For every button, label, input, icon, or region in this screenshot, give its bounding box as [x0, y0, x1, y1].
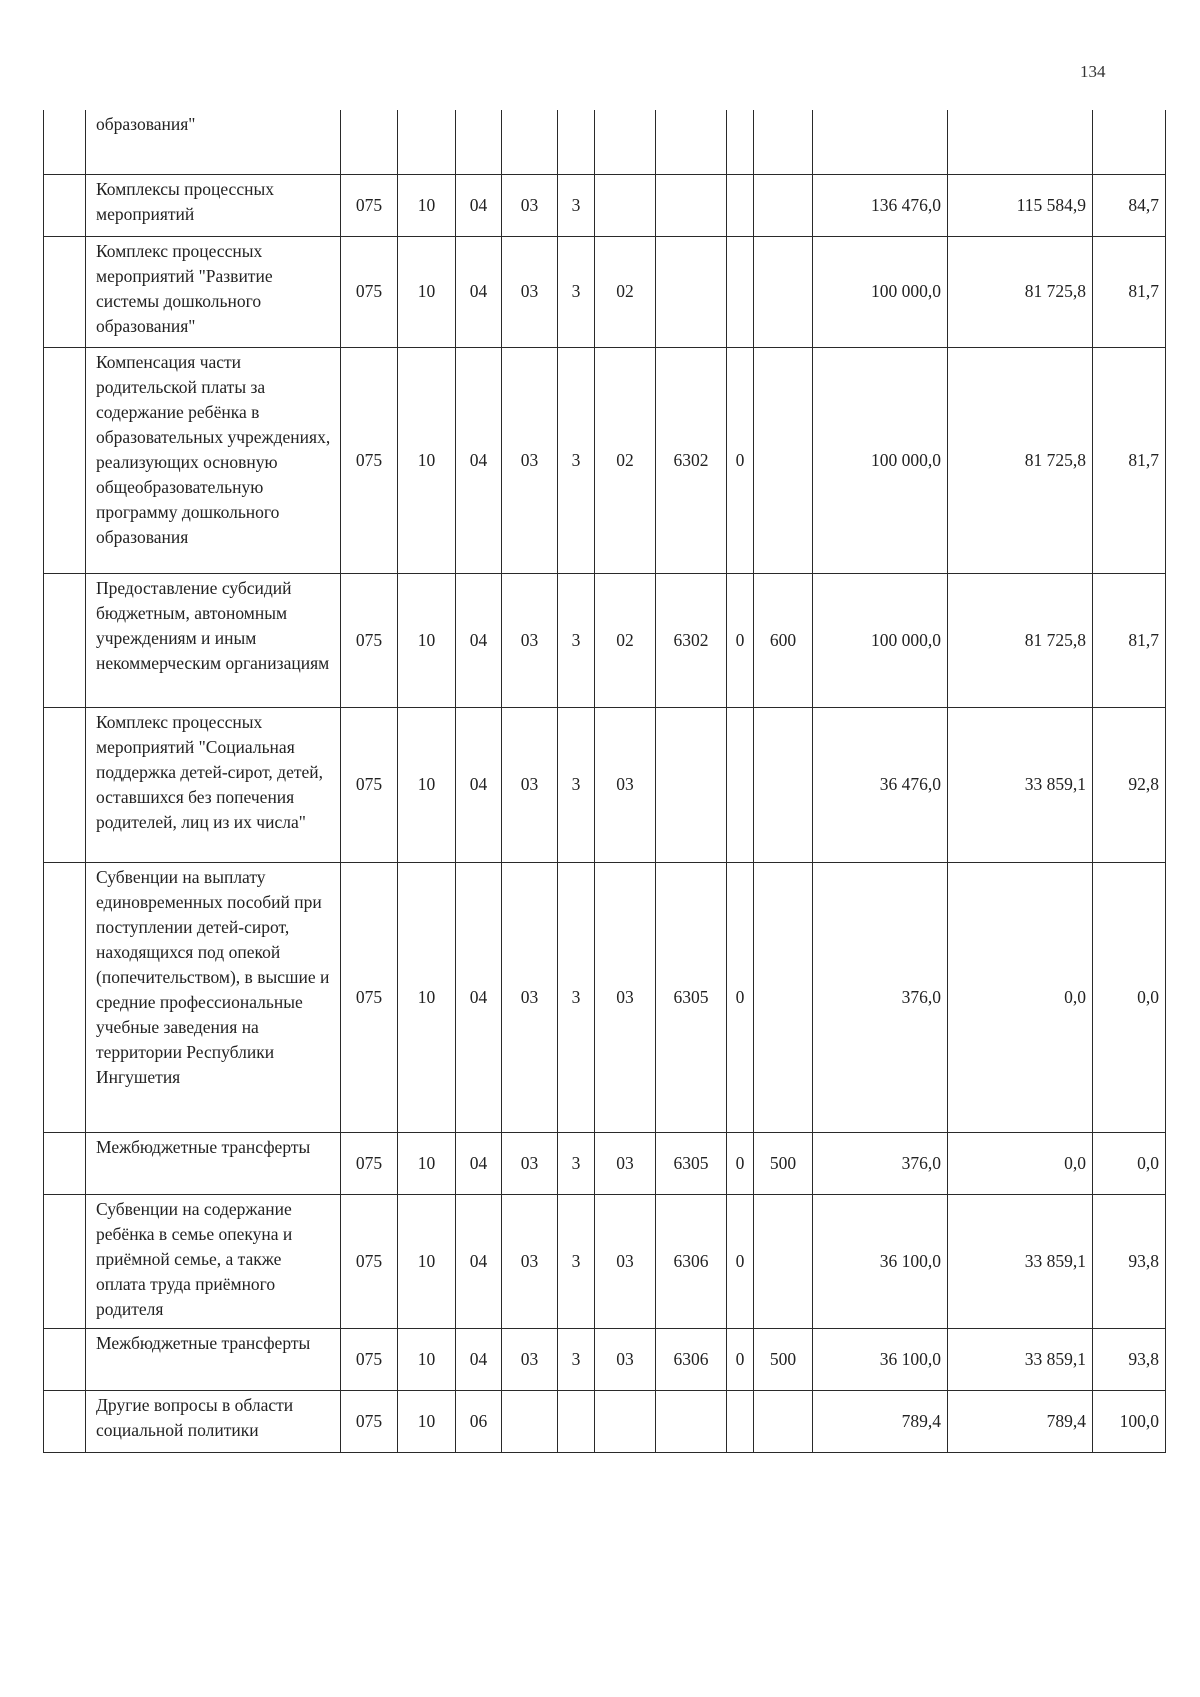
execution-percent-cell: 0,0 [1093, 862, 1166, 1132]
planned-amount-cell: 36 100,0 [813, 1328, 948, 1390]
subsection-cell: 04 [456, 1132, 502, 1194]
execution-percent-cell: 100,0 [1093, 1390, 1166, 1452]
program-code-cell: 03 [502, 573, 558, 707]
item-name-cell: Субвенции на выплату единовременных пособий при поступлении детей-сирот, находящихся под опекой (попечительством), в высшие и средние профессиональные учебные заведения на территории Республики Ингушетия [86, 862, 341, 1132]
program-complex-cell: 03 [595, 1194, 656, 1328]
executed-amount-cell: 0,0 [948, 862, 1093, 1132]
direction-sub-cell [727, 110, 754, 174]
direction-sub-cell [727, 174, 754, 236]
item-name-cell: Комплекс процессных мероприятий "Развитие системы дошкольного образования" [86, 236, 341, 347]
executed-amount-cell: 81 725,8 [948, 347, 1093, 573]
table-row [44, 347, 1166, 573]
section-cell: 10 [398, 573, 456, 707]
direction-sub-cell [727, 707, 754, 862]
direction-sub-cell [727, 236, 754, 347]
planned-amount-cell: 100 000,0 [813, 236, 948, 347]
admin-code-cell: 075 [341, 1328, 398, 1390]
program-code-cell: 03 [502, 862, 558, 1132]
row-number-cell [44, 1194, 86, 1328]
program-type-cell: 3 [558, 174, 595, 236]
expense-type-cell: 500 [754, 1132, 813, 1194]
program-type-cell: 3 [558, 1132, 595, 1194]
admin-code-cell: 075 [341, 1132, 398, 1194]
expense-type-cell [754, 110, 813, 174]
planned-amount-cell: 789,4 [813, 1390, 948, 1452]
executed-amount-cell [948, 110, 1093, 174]
section-cell: 10 [398, 1328, 456, 1390]
planned-amount-cell: 36 476,0 [813, 707, 948, 862]
direction-code-cell [656, 174, 727, 236]
executed-amount-cell: 0,0 [948, 1132, 1093, 1194]
item-name-cell: Другие вопросы в области социальной политики [86, 1390, 341, 1452]
item-name-cell: Комплексы процессных мероприятий [86, 174, 341, 236]
program-complex-cell [595, 174, 656, 236]
row-number-cell [44, 707, 86, 862]
section-cell: 10 [398, 347, 456, 573]
section-cell: 10 [398, 236, 456, 347]
planned-amount-cell: 100 000,0 [813, 347, 948, 573]
planned-amount-cell: 100 000,0 [813, 573, 948, 707]
direction-code-cell [656, 110, 727, 174]
executed-amount-cell: 33 859,1 [948, 1194, 1093, 1328]
execution-percent-cell [1093, 110, 1166, 174]
row-number-cell [44, 347, 86, 573]
program-type-cell: 3 [558, 707, 595, 862]
program-code-cell: 03 [502, 707, 558, 862]
table-row [44, 862, 1166, 1132]
item-name-cell: образования" [86, 110, 341, 174]
section-cell: 10 [398, 174, 456, 236]
expense-type-cell: 500 [754, 1328, 813, 1390]
program-complex-cell: 03 [595, 707, 656, 862]
program-code-cell: 03 [502, 174, 558, 236]
table-row [44, 1390, 1166, 1452]
direction-code-cell: 6305 [656, 862, 727, 1132]
expense-type-cell [754, 347, 813, 573]
program-type-cell: 3 [558, 1194, 595, 1328]
section-cell: 10 [398, 707, 456, 862]
direction-code-cell [656, 236, 727, 347]
admin-code-cell: 075 [341, 236, 398, 347]
subsection-cell: 04 [456, 573, 502, 707]
program-complex-cell: 03 [595, 1132, 656, 1194]
direction-code-cell: 6302 [656, 573, 727, 707]
admin-code-cell: 075 [341, 174, 398, 236]
direction-code-cell: 6306 [656, 1328, 727, 1390]
subsection-cell: 04 [456, 174, 502, 236]
section-cell: 10 [398, 1390, 456, 1452]
admin-code-cell: 075 [341, 862, 398, 1132]
program-code-cell: 03 [502, 347, 558, 573]
program-code-cell: 03 [502, 1132, 558, 1194]
row-number-cell [44, 1390, 86, 1452]
program-complex-cell: 02 [595, 573, 656, 707]
direction-sub-cell: 0 [727, 1194, 754, 1328]
subsection-cell: 04 [456, 1194, 502, 1328]
program-code-cell: 03 [502, 1194, 558, 1328]
admin-code-cell: 075 [341, 707, 398, 862]
executed-amount-cell: 789,4 [948, 1390, 1093, 1452]
execution-percent-cell: 93,8 [1093, 1328, 1166, 1390]
subsection-cell [456, 110, 502, 174]
program-type-cell: 3 [558, 573, 595, 707]
expense-type-cell [754, 174, 813, 236]
row-number-cell [44, 862, 86, 1132]
execution-percent-cell: 81,7 [1093, 347, 1166, 573]
program-complex-cell: 02 [595, 236, 656, 347]
row-number-cell [44, 174, 86, 236]
executed-amount-cell: 115 584,9 [948, 174, 1093, 236]
execution-percent-cell: 92,8 [1093, 707, 1166, 862]
program-complex-cell: 03 [595, 1328, 656, 1390]
program-complex-cell [595, 1390, 656, 1452]
admin-code-cell: 075 [341, 347, 398, 573]
row-number-cell [44, 1328, 86, 1390]
subsection-cell: 06 [456, 1390, 502, 1452]
section-cell: 10 [398, 1194, 456, 1328]
item-name-cell: Предоставление субсидий бюджетным, автономным учреждениям и иным некоммерческим организациям [86, 573, 341, 707]
execution-percent-cell: 81,7 [1093, 236, 1166, 347]
program-type-cell: 3 [558, 347, 595, 573]
program-type-cell: 3 [558, 862, 595, 1132]
execution-percent-cell: 81,7 [1093, 573, 1166, 707]
executed-amount-cell: 33 859,1 [948, 707, 1093, 862]
row-number-cell [44, 236, 86, 347]
item-name-cell: Межбюджетные трансферты [86, 1328, 341, 1390]
direction-sub-cell: 0 [727, 347, 754, 573]
program-type-cell [558, 1390, 595, 1452]
section-cell [398, 110, 456, 174]
item-name-cell: Субвенции на содержание ребёнка в семье опекуна и приёмной семье, а также оплата труда приёмного родителя [86, 1194, 341, 1328]
expense-type-cell [754, 236, 813, 347]
expense-type-cell: 600 [754, 573, 813, 707]
program-code-cell [502, 110, 558, 174]
expense-type-cell [754, 1390, 813, 1452]
direction-code-cell: 6305 [656, 1132, 727, 1194]
table-row [44, 236, 1166, 347]
executed-amount-cell: 81 725,8 [948, 573, 1093, 707]
subsection-cell: 04 [456, 347, 502, 573]
section-cell: 10 [398, 862, 456, 1132]
direction-sub-cell: 0 [727, 1132, 754, 1194]
planned-amount-cell: 376,0 [813, 1132, 948, 1194]
table-row [44, 1132, 1166, 1194]
table-row [44, 174, 1166, 236]
subsection-cell: 04 [456, 1328, 502, 1390]
execution-percent-cell: 0,0 [1093, 1132, 1166, 1194]
program-complex-cell [595, 110, 656, 174]
program-type-cell: 3 [558, 236, 595, 347]
subsection-cell: 04 [456, 236, 502, 347]
admin-code-cell [341, 110, 398, 174]
admin-code-cell: 075 [341, 573, 398, 707]
item-name-cell: Межбюджетные трансферты [86, 1132, 341, 1194]
table-row [44, 1194, 1166, 1328]
executed-amount-cell: 33 859,1 [948, 1328, 1093, 1390]
planned-amount-cell: 376,0 [813, 862, 948, 1132]
direction-sub-cell [727, 1390, 754, 1452]
row-number-cell [44, 110, 86, 174]
program-code-cell [502, 1390, 558, 1452]
table-row [44, 1328, 1166, 1390]
page-number: 134 [1080, 62, 1106, 81]
planned-amount-cell: 36 100,0 [813, 1194, 948, 1328]
table-row [44, 573, 1166, 707]
direction-code-cell [656, 707, 727, 862]
row-number-cell [44, 573, 86, 707]
program-code-cell: 03 [502, 236, 558, 347]
program-complex-cell: 02 [595, 347, 656, 573]
subsection-cell: 04 [456, 862, 502, 1132]
section-cell: 10 [398, 1132, 456, 1194]
admin-code-cell: 075 [341, 1390, 398, 1452]
direction-sub-cell: 0 [727, 862, 754, 1132]
expense-type-cell [754, 862, 813, 1132]
budget-table [43, 110, 1166, 1453]
admin-code-cell: 075 [341, 1194, 398, 1328]
item-name-cell: Комплекс процессных мероприятий "Социальная поддержка детей-сирот, детей, оставшихся без попечения родителей, лиц из их числа" [86, 707, 341, 862]
table-row [44, 707, 1166, 862]
row-number-cell [44, 1132, 86, 1194]
execution-percent-cell: 93,8 [1093, 1194, 1166, 1328]
expense-type-cell [754, 1194, 813, 1328]
program-type-cell: 3 [558, 1328, 595, 1390]
direction-sub-cell: 0 [727, 573, 754, 707]
direction-code-cell [656, 1390, 727, 1452]
program-complex-cell: 03 [595, 862, 656, 1132]
table-row [44, 110, 1166, 174]
program-type-cell [558, 110, 595, 174]
execution-percent-cell: 84,7 [1093, 174, 1166, 236]
item-name-cell: Компенсация части родительской платы за содержание ребёнка в образовательных учреждениях, реализующих основную общеобразовательную программу дошкольного образования [86, 347, 341, 573]
direction-code-cell: 6306 [656, 1194, 727, 1328]
direction-code-cell: 6302 [656, 347, 727, 573]
expense-type-cell [754, 707, 813, 862]
subsection-cell: 04 [456, 707, 502, 862]
direction-sub-cell: 0 [727, 1328, 754, 1390]
program-code-cell: 03 [502, 1328, 558, 1390]
planned-amount-cell [813, 110, 948, 174]
executed-amount-cell: 81 725,8 [948, 236, 1093, 347]
planned-amount-cell: 136 476,0 [813, 174, 948, 236]
